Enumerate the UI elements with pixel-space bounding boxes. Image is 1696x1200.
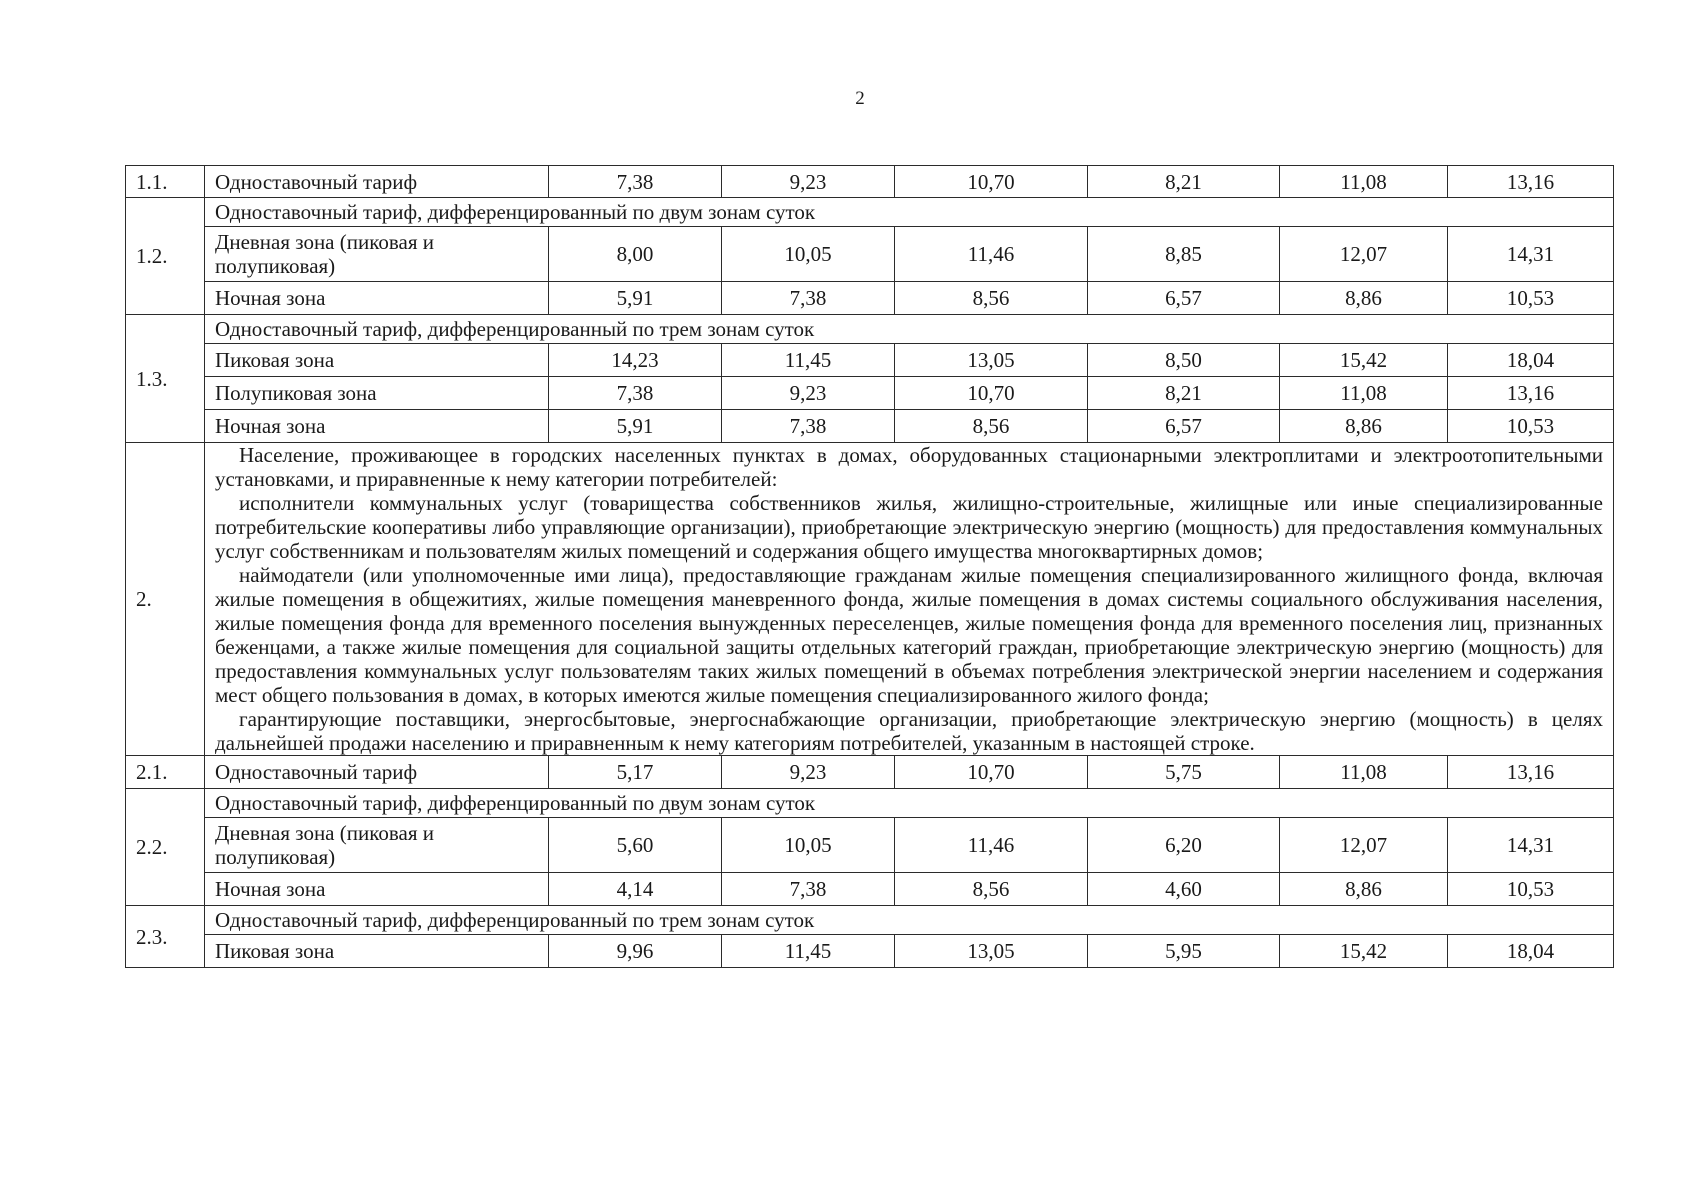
table-row	[126, 789, 1614, 818]
table-cell: 4,60	[1088, 873, 1280, 906]
table-cell: 7,38	[549, 166, 722, 198]
table-cell: 6,57	[1088, 282, 1280, 315]
table-cell: 15,42	[1280, 935, 1448, 968]
table-cell: 10,53	[1448, 282, 1614, 315]
tariff-table	[125, 165, 1614, 968]
table-row	[126, 818, 1614, 873]
table-cell: 18,04	[1448, 935, 1614, 968]
table-cell: 4,14	[549, 873, 722, 906]
row-label: Ночная зона	[205, 282, 549, 315]
description-paragraph: гарантирующие поставщики, энергосбытовые, энергоснабжающие организации, приобретающие электрическую энергию (мощность) в целях дальнейшей продажи населению и приравненным к нему категориям потребителей, указанным в настоящей строке.	[215, 707, 1603, 755]
table-cell: 9,96	[549, 935, 722, 968]
table-row	[126, 873, 1614, 906]
row-label: Ночная зона	[205, 410, 549, 443]
table-row	[126, 410, 1614, 443]
table-cell: 13,16	[1448, 756, 1614, 789]
table-cell: 10,53	[1448, 873, 1614, 906]
table-cell: 11,08	[1280, 377, 1448, 410]
table-cell: 8,85	[1088, 227, 1280, 282]
table-cell: 7,38	[722, 873, 895, 906]
table-cell: 11,08	[1280, 756, 1448, 789]
row-number: 1.1.	[126, 166, 205, 198]
table-row	[126, 315, 1614, 344]
row-number: 2.1.	[126, 756, 205, 789]
table-row	[126, 198, 1614, 227]
table-cell: 5,60	[549, 818, 722, 873]
table-cell: 10,70	[895, 756, 1088, 789]
section-heading: Одноставочный тариф, дифференцированный по трем зонам суток	[205, 315, 1614, 344]
table-cell: 11,08	[1280, 166, 1448, 198]
table-cell: 7,38	[549, 377, 722, 410]
row-label: Одноставочный тариф	[205, 166, 549, 198]
table-cell: 18,04	[1448, 344, 1614, 377]
table-row	[126, 443, 1614, 756]
table-cell: 12,07	[1280, 227, 1448, 282]
table-row	[126, 282, 1614, 315]
table-cell: 5,75	[1088, 756, 1280, 789]
table-cell: 9,23	[722, 377, 895, 410]
section-heading: Одноставочный тариф, дифференцированный по двум зонам суток	[205, 198, 1614, 227]
table-cell: 14,31	[1448, 818, 1614, 873]
table-cell: 10,05	[722, 227, 895, 282]
table-cell: 8,86	[1280, 873, 1448, 906]
table-cell: 8,56	[895, 282, 1088, 315]
table-cell: 7,38	[722, 282, 895, 315]
table-cell: 5,91	[549, 410, 722, 443]
table-cell: 13,16	[1448, 377, 1614, 410]
table-cell: 5,91	[549, 282, 722, 315]
table-cell: 8,56	[895, 873, 1088, 906]
table-cell: 7,38	[722, 410, 895, 443]
row-number: 1.2.	[126, 198, 205, 315]
table-row	[126, 344, 1614, 377]
table-cell: 11,45	[722, 935, 895, 968]
section-heading: Одноставочный тариф, дифференцированный по двум зонам суток	[205, 789, 1614, 818]
table-cell: 8,21	[1088, 166, 1280, 198]
table-cell: 8,86	[1280, 410, 1448, 443]
table-cell: 8,21	[1088, 377, 1280, 410]
row-label: Полупиковая зона	[205, 377, 549, 410]
table-cell: 8,86	[1280, 282, 1448, 315]
table-cell: 13,05	[895, 935, 1088, 968]
table-row	[126, 377, 1614, 410]
table-row	[126, 935, 1614, 968]
table-cell: 11,46	[895, 227, 1088, 282]
category-description	[205, 443, 1614, 756]
row-label: Дневная зона (пиковая и полупиковая)	[205, 227, 549, 282]
table-row	[126, 906, 1614, 935]
table-cell: 9,23	[722, 166, 895, 198]
table-cell: 8,00	[549, 227, 722, 282]
table-cell: 5,17	[549, 756, 722, 789]
table-cell: 13,16	[1448, 166, 1614, 198]
table-row	[126, 227, 1614, 282]
row-number: 1.3.	[126, 315, 205, 443]
table-cell: 8,56	[895, 410, 1088, 443]
table-cell: 10,70	[895, 166, 1088, 198]
table-row	[126, 166, 1614, 198]
section-heading: Одноставочный тариф, дифференцированный по трем зонам суток	[205, 906, 1614, 935]
table-cell: 9,23	[722, 756, 895, 789]
table-cell: 13,05	[895, 344, 1088, 377]
table-cell: 5,95	[1088, 935, 1280, 968]
row-label: Одноставочный тариф	[205, 756, 549, 789]
row-number: 2.3.	[126, 906, 205, 968]
table-cell: 8,50	[1088, 344, 1280, 377]
table-cell: 15,42	[1280, 344, 1448, 377]
description-paragraph: Население, проживающее в городских населенных пунктах в домах, оборудованных стационарными электроплитами и электроотопительными установками, и приравненные к нему категории потребителей:	[215, 443, 1603, 491]
row-number: 2.	[126, 443, 205, 756]
table-cell: 10,05	[722, 818, 895, 873]
description-paragraph: исполнители коммунальных услуг (товарищества собственников жилья, жилищно-строительные, жилищные или иные специализированные потребительские кооперативы либо управляющие организации), приобретающие электрическую энергию (мощность) для предоставления коммунальных услуг собственникам и пользователям жилых помещений и содержания общего имущества многоквартирных домов;	[215, 491, 1603, 563]
table-cell: 12,07	[1280, 818, 1448, 873]
table-cell: 10,70	[895, 377, 1088, 410]
page-number: 2	[855, 88, 865, 109]
row-number: 2.2.	[126, 789, 205, 906]
row-label: Ночная зона	[205, 873, 549, 906]
table-cell: 10,53	[1448, 410, 1614, 443]
description-paragraph: наймодатели (или уполномоченные ими лица), предоставляющие гражданам жилые помещения специализированного жилищного фонда, включая жилые помещения в общежитиях, жилые помещения маневренного фонда, жилые помещения в домах системы социального обслуживания населения, жилые помещения фонда для временного поселения вынужденных переселенцев, жилые помещения фонда для временного поселения лиц, признанных беженцами, а также жилые помещения для социальной защиты отдельных категорий граждан, приобретающие электрическую энергию (мощность) для предоставления коммунальных услуг пользователям таких жилых помещений в объемах потребления электрической энергии населением и содержания мест общего пользования в домах, в которых имеются жилые помещения специализированного жилого фонда;	[215, 563, 1603, 707]
table-cell: 14,31	[1448, 227, 1614, 282]
table-row	[126, 756, 1614, 789]
table-cell: 6,20	[1088, 818, 1280, 873]
row-label: Пиковая зона	[205, 344, 549, 377]
row-label: Дневная зона (пиковая и полупиковая)	[205, 818, 549, 873]
table-cell: 11,45	[722, 344, 895, 377]
table-cell: 6,57	[1088, 410, 1280, 443]
table-cell: 11,46	[895, 818, 1088, 873]
table-cell: 14,23	[549, 344, 722, 377]
row-label: Пиковая зона	[205, 935, 549, 968]
